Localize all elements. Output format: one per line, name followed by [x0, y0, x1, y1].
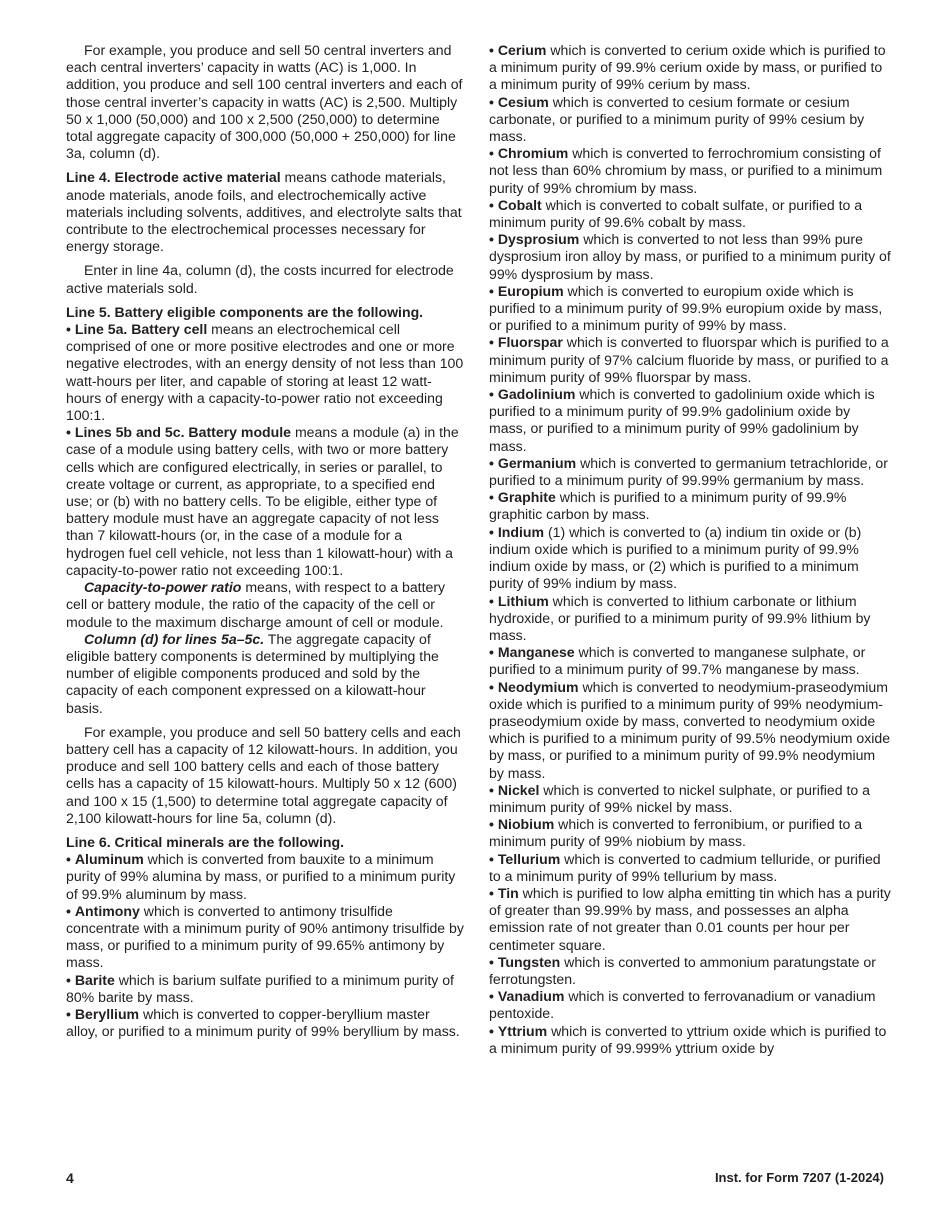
mineral-item	[489, 851, 891, 885]
mineral-item	[489, 593, 891, 645]
mineral-name: Tin	[497, 884, 519, 901]
mineral-description: (1) which is converted to (a) indium tin oxide or (b) indium oxide which is purified to a minimum purity of 99.9% indium oxide by mass, or (2) which is purified to a minimum purity of 99% indium by mass.	[489, 523, 862, 592]
mineral-name: Gadolinium	[497, 386, 576, 403]
mineral-item	[489, 231, 891, 283]
mineral-name: Beryllium	[74, 1005, 140, 1022]
line5bc-item	[66, 424, 464, 579]
mineral-description: which is converted to neodymium-praseodymium oxide which is purified to a minimum purity of 99% neodymium-praseodymium oxide by mass, converted to neodymium oxide which is purified to a minimum purity of 99.5% neodymium oxide by mass, or purified to a minimum purity of 99.9% neodymium by mass.	[489, 678, 891, 781]
mineral-name: Tellurium	[497, 850, 561, 867]
mineral-item	[489, 885, 891, 954]
mineral-description: which is converted to ferrochromium consisting of not less than 60% chromium by mass, or purified to a minimum purity of 99% chromium by mass.	[489, 145, 883, 196]
mineral-name: Cesium	[497, 93, 549, 110]
mineral-name: Antimony	[74, 902, 140, 919]
mineral-name: Manganese	[497, 644, 575, 661]
mineral-description: which is converted to manganese sulphate, or purified to a minimum purity of 99.7% manganese by mass.	[489, 644, 866, 678]
mineral-description: which is converted to cesium formate or cesium carbonate, or purified to a minimum purity of 99% cesium by mass.	[489, 93, 865, 145]
right-column	[489, 42, 891, 1057]
bullet-icon: •	[489, 231, 494, 248]
line4-definition	[66, 169, 464, 255]
mineral-item	[489, 782, 891, 816]
bullet-icon: •	[489, 816, 494, 833]
mineral-description: which is purified to low alpha emitting tin which has a purity of greater than 99.99% by mass, and possesses an alpha emission rate of not greater than 0.01 counts per hour per centimeter square.	[489, 884, 891, 953]
bullet-icon: •	[489, 1022, 494, 1039]
line5a-text: means an electrochemical cell comprised of one or more positive electrodes and one or more negative electrodes, with an energy density of not less than 100 watt-hours per liter, and capable of storing at least 12 watt-hours of energy with a capacity-to-power ratio not exceeding 100:1.	[66, 321, 464, 424]
mineral-name: Yttrium	[497, 1022, 548, 1039]
bullet-icon: •	[489, 884, 494, 901]
mineral-item	[489, 283, 891, 335]
line5bc-text: means a module (a) in the case of a module using battery cells, with two or more battery cells which are configured electrically, in series or parallel, to create voltage or current, as appropriate, to a specified end use; or (b) with no battery cells. To be eligible, either type of battery module must have an aggregate capacity of not less than 7 kilowatt-hours (or, in the case of a module for a hydrogen fuel cell vehicle, not less than 1 kilowatt-hour) with a capacity-to-power ratio not exceeding 100:1.	[66, 424, 459, 578]
minerals-list-right	[489, 42, 891, 1057]
paragraph-battery-example: For example, you produce and sell 50 battery cells and each battery cell has a capacity of 12 kilowatt-hours. In addition, you produce and sell 100 battery cells and each of those battery cells has a capacity of 15 kilowatt-hours. Multiply 50 x 12 (600) and 100 x 15 (1,500) to determine total aggregate capacity of 2,100 kilowatt-hours for line 5a, column (d).	[66, 723, 461, 826]
mineral-name: Fluorspar	[497, 334, 563, 351]
mineral-item	[489, 816, 891, 850]
mineral-description: which is converted to europium oxide which is purified to a minimum purity of 99.9% europium oxide by mass, or purified to a minimum purity of 99% by mass.	[489, 282, 883, 334]
mineral-item	[489, 489, 891, 523]
mineral-item	[489, 1023, 891, 1057]
bullet-icon: •	[489, 489, 494, 506]
mineral-name: Chromium	[497, 145, 569, 162]
mineral-description: which is converted to not less than 99% pure dysprosium iron alloy by mass, or purified to a minimum purity of 99% dysprosium by mass.	[489, 231, 891, 282]
mineral-item	[489, 679, 891, 782]
bullet-icon: •	[66, 321, 71, 338]
mineral-description: which is converted to yttrium oxide which is purified to a minimum purity of 99.999% yttrium oxide by	[489, 1022, 887, 1056]
bullet-icon: •	[489, 678, 494, 695]
bullet-icon: •	[489, 953, 494, 970]
bullet-icon: •	[489, 93, 494, 110]
line5bc-label: Lines 5b and 5c. Battery module	[74, 424, 292, 441]
bullet-icon: •	[66, 902, 71, 919]
mineral-description: which is converted to nickel sulphate, or purified to a minimum purity of 99% nickel by mass.	[489, 781, 870, 815]
mineral-description: which is converted to ferrovanadium or vanadium pentoxide.	[489, 988, 876, 1022]
mineral-description: which is converted to fluorspar which is purified to a minimum purity of 97% calcium fluoride by mass, or purified to a minimum purity of 99% fluorspar by mass.	[489, 334, 889, 385]
mineral-item	[66, 1006, 464, 1040]
mineral-item	[66, 851, 464, 903]
line5-heading: Line 5. Battery eligible components are the following.	[66, 303, 424, 320]
column-d-text: The aggregate capacity of eligible battery components is determined by multiplying the number of eligible components produced and sold by the capacity of each component expressed on a kilowatt-hour basis.	[66, 630, 439, 716]
line4-instruction: Enter in line 4a, column (d), the costs incurred for electrode active materials sold.	[66, 262, 454, 296]
mineral-description: which is converted to antimony trisulfide concentrate with a minimum purity of 90% antimony trisulfide by mass, or purified to a minimum purity of 99.65% antimony by mass.	[66, 902, 464, 971]
mineral-description: which is converted to cadmium telluride, or purified to a minimum purity of 99% tellurium by mass.	[489, 850, 881, 884]
mineral-item	[489, 455, 891, 489]
column-d-paragraph	[66, 631, 464, 717]
mineral-name: Nickel	[497, 781, 540, 798]
left-column	[66, 42, 464, 1040]
ctp-text: means, with respect to a battery cell or battery module, the ratio of the capacity of the cell or module to the maximum discharge amount of cell or module.	[66, 579, 446, 630]
mineral-description: which is converted to ammonium paratungstate or ferrotungsten.	[489, 953, 876, 987]
mineral-name: Cerium	[497, 42, 547, 58]
mineral-name: Neodymium	[497, 678, 579, 695]
mineral-description: which is converted to germanium tetrachloride, or purified to a minimum purity of 99.99% germanium by mass.	[489, 454, 888, 489]
mineral-item	[489, 197, 891, 231]
line4-heading: Line 4. Electrode active material	[66, 169, 281, 186]
page-number: 4	[66, 1170, 74, 1186]
mineral-item	[489, 145, 891, 197]
mineral-name: Europium	[497, 282, 564, 299]
mineral-item	[489, 988, 891, 1022]
mineral-name: Vanadium	[497, 988, 565, 1005]
bullet-icon: •	[489, 42, 494, 58]
paragraph-inverter-example: For example, you produce and sell 50 central inverters and each central inverters’ capacity in watts (AC) is 1,000. In addition, you produce and sell 100 central inverters and each of those central inverter’s capacity in watts (AC) is 2,500. Multiply 50 x 1,000 (50,000) and 100 x 2,500 (250,000) to determine total aggregate capacity of 300,000 (50,000 + 250,000) for line 3a, column (d).	[66, 42, 463, 162]
mineral-description: which is converted to cerium oxide which is purified to a minimum purity of 99.9% cerium oxide by mass, or purified to a minimum purity of 99% cerium by mass.	[489, 42, 886, 93]
mineral-description: which is converted to lithium carbonate or lithium hydroxide, or purified to a minimum purity of 99.9% lithium by mass.	[489, 592, 871, 643]
mineral-name: Cobalt	[497, 196, 542, 213]
bullet-icon: •	[489, 334, 494, 351]
mineral-description: which is barium sulfate purified to a minimum purity of 80% barite by mass.	[66, 971, 454, 1005]
bullet-icon: •	[489, 196, 494, 213]
mineral-name: Graphite	[497, 489, 556, 506]
mineral-name: Germanium	[497, 454, 577, 471]
mineral-description: which is purified to a minimum purity of 99.9% graphitic carbon by mass.	[489, 489, 847, 523]
mineral-description: which is converted to cobalt sulfate, or purified to a minimum purity of 99.6% cobalt by mass.	[489, 196, 863, 231]
mineral-name: Lithium	[497, 592, 549, 609]
form-reference: Inst. for Form 7207 (1-2024)	[714, 1170, 884, 1185]
mineral-item	[489, 524, 891, 593]
mineral-item	[489, 42, 891, 94]
mineral-name: Barite	[74, 971, 115, 988]
mineral-name: Dysprosium	[497, 231, 580, 248]
ctp-label: Capacity-to-power ratio	[84, 579, 242, 596]
bullet-icon: •	[489, 145, 494, 162]
mineral-item	[66, 903, 464, 972]
bullet-icon: •	[489, 781, 494, 798]
bullet-icon: •	[489, 644, 494, 661]
bullet-icon: •	[489, 850, 494, 867]
mineral-description: which is converted from bauxite to a minimum purity of 99% alumina by mass, or purified to a minimum purity of 99.9% aluminum by mass.	[66, 851, 456, 902]
mineral-item	[66, 972, 464, 1006]
bullet-icon: •	[66, 1005, 71, 1022]
mineral-description: which is converted to copper-beryllium master alloy, or purified to a minimum purity of 99% beryllium by mass.	[66, 1005, 460, 1040]
mineral-description: which is converted to gadolinium oxide which is purified to a minimum purity of 99.9% gadolinium oxide by mass, or purified to a minimum purity of 99% gadolinium by mass.	[489, 386, 875, 454]
mineral-item	[489, 94, 891, 146]
mineral-item	[489, 334, 891, 386]
mineral-description: which is converted to ferronibium, or purified to a minimum purity of 99% niobium by mass.	[489, 816, 863, 850]
bullet-icon: •	[489, 988, 494, 1005]
mineral-item	[489, 954, 891, 988]
bullet-icon: •	[489, 454, 494, 471]
mineral-name: Aluminum	[74, 851, 144, 868]
bullet-icon: •	[489, 523, 494, 540]
line6-heading: Line 6. Critical minerals are the following.	[66, 833, 345, 850]
bullet-icon: •	[489, 386, 494, 403]
line4-text: means cathode materials, anode materials, anode foils, and electrochemically active materials including solvents, additives, and electrolyte salts that contribute to the electrochemical processes necessary for energy storage.	[66, 169, 462, 255]
bullet-icon: •	[489, 282, 494, 299]
bullet-icon: •	[489, 592, 494, 609]
bullet-icon: •	[66, 424, 71, 441]
line5a-item	[66, 321, 464, 424]
mineral-item	[489, 386, 891, 455]
minerals-list-left	[66, 851, 464, 1040]
mineral-name: Indium	[497, 523, 545, 540]
mineral-item	[489, 644, 891, 678]
mineral-name: Tungsten	[497, 953, 561, 970]
mineral-name: Niobium	[497, 816, 555, 833]
column-d-label: Column (d) for lines 5a–5c.	[84, 630, 265, 647]
line5a-label: Line 5a. Battery cell	[74, 321, 208, 338]
bullet-icon: •	[66, 971, 71, 988]
capacity-to-power-definition	[66, 579, 464, 631]
bullet-icon: •	[66, 851, 71, 868]
